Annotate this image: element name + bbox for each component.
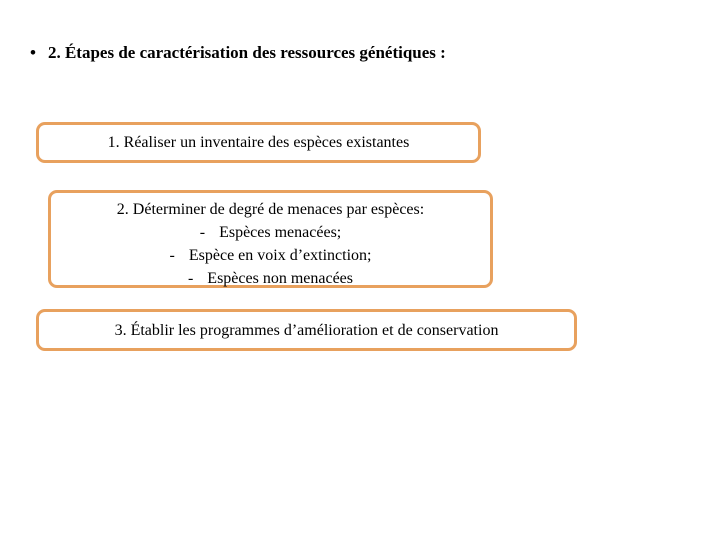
heading-text: 2. Étapes de caractérisation des ressources génétiques : — [47, 43, 446, 62]
step-1-text: 1. Réaliser un inventaire des espèces existantes — [107, 134, 410, 151]
list-item: - Espèce en voix d’extinction; — [169, 247, 372, 264]
step-2-box — [48, 190, 493, 288]
list-item-text: Espèce en voix d’extinction; — [188, 247, 372, 264]
list-item-text: Espèces menacées; — [219, 224, 342, 241]
step-1-box — [36, 122, 481, 163]
slide-heading — [30, 43, 446, 63]
list-item: - Espèces non menacées — [187, 270, 354, 287]
bullet-icon: • — [30, 43, 36, 62]
step-3-box — [36, 309, 577, 351]
list-item: - Espèces menacées; — [199, 224, 342, 241]
step-3-text: 3. Établir les programmes d’amélioration et de conservation — [114, 322, 499, 339]
step-2-text: 2. Déterminer de degré de menaces par espèces: — [116, 201, 425, 218]
list-item-text: Espèces non menacées — [207, 270, 354, 287]
